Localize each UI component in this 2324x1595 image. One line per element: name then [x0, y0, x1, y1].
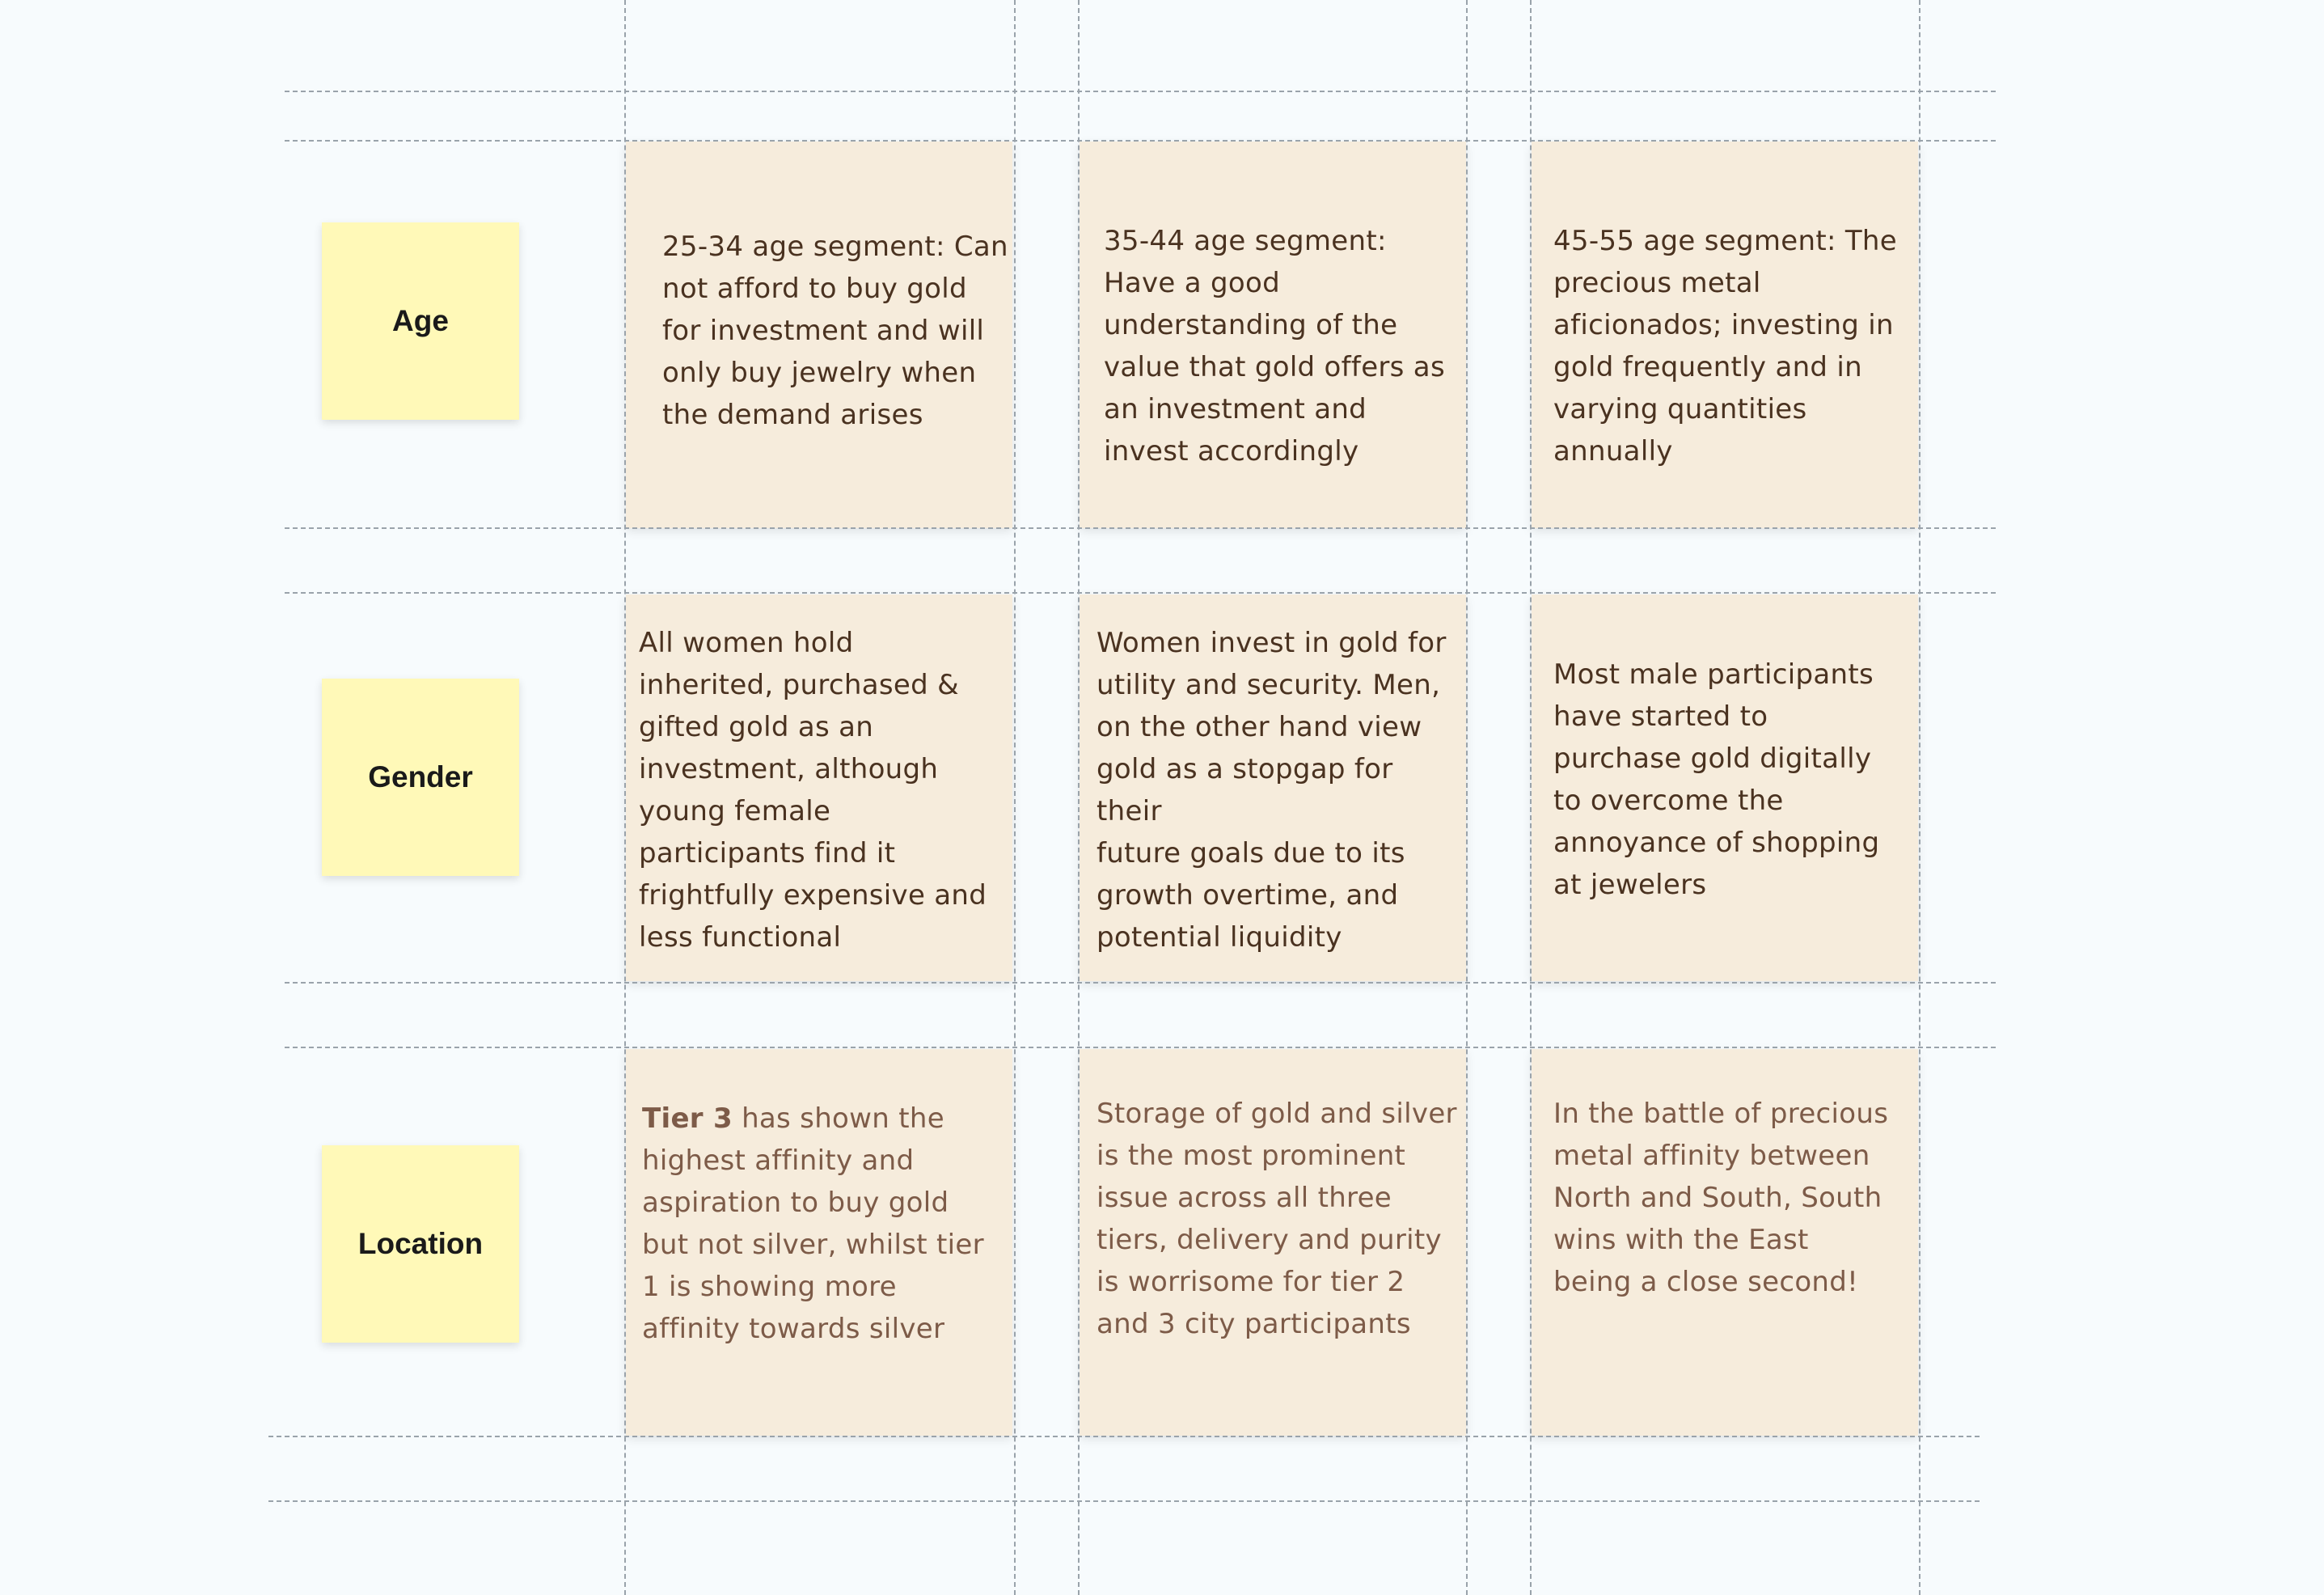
sticky-note-location-3[interactable]: [1532, 1049, 1918, 1436]
guide-line: [268, 1500, 1980, 1502]
note-text: Women invest in gold for utility and security. Men, on the other hand view gold as a stopgap for their future goals due to its growth overtime, and potential liquidity: [1097, 627, 1447, 954]
guide-line: [285, 1047, 1996, 1048]
guide-line: [1530, 0, 1532, 1595]
guide-line: [624, 0, 626, 1595]
note-text: Storage of gold and silver is the most prominent issue across all three tiers, delivery and purity is worrisome for tier 2 and 3 city participants: [1097, 1098, 1457, 1340]
sticky-note-age-2[interactable]: [1080, 142, 1466, 528]
row-label-text: Age: [392, 304, 449, 337]
note-text-rest: has shown the highest affinity and aspiration to buy gold but not silver, whilst tier 1 is showing more affinity towards silver: [642, 1102, 984, 1345]
note-text: 35-44 age segment: Have a good understanding of the value that gold offers as an investment and invest accordingly: [1104, 225, 1445, 468]
sticky-note-location-2[interactable]: [1080, 1049, 1466, 1436]
row-label-age[interactable]: [322, 222, 519, 420]
sticky-note-gender-2[interactable]: [1080, 594, 1466, 981]
guide-line: [285, 91, 1996, 92]
note-text: 45-55 age segment: The precious metal aficionados; investing in gold frequently and in varying quantities annually: [1553, 225, 1897, 468]
sticky-note-age-1[interactable]: [626, 142, 1012, 528]
guide-line: [285, 527, 1996, 529]
note-text: 25-34 age segment: Can not afford to buy gold for investment and will only buy jewelry when the demand arises: [662, 231, 1008, 431]
row-label-location[interactable]: [322, 1145, 519, 1343]
guide-line: [1014, 0, 1016, 1595]
guide-line: [1078, 0, 1080, 1595]
note-text-emphasis: Tier 3: [642, 1102, 733, 1135]
guide-line: [285, 140, 1996, 142]
sticky-note-age-3[interactable]: [1532, 142, 1918, 528]
sticky-note-gender-1[interactable]: [626, 594, 1012, 981]
sticky-note-gender-3[interactable]: [1532, 594, 1918, 981]
guide-line: [1466, 0, 1468, 1595]
guide-line: [1919, 0, 1920, 1595]
note-text: In the battle of precious metal affinity between North and South, South wins with the East being a close second!: [1553, 1098, 1889, 1298]
sticky-note-location-1[interactable]: [626, 1049, 1012, 1436]
note-text: [642, 1098, 984, 1350]
guide-line: [285, 592, 1996, 594]
guide-line: [285, 982, 1996, 984]
row-label-gender[interactable]: [322, 679, 519, 876]
row-label-text: Location: [357, 1227, 484, 1260]
guide-line: [268, 1436, 1980, 1437]
note-text: Most male participants have started to purchase gold digitally to overcome the annoyance of shopping at jewelers: [1553, 658, 1880, 901]
note-text: All women hold inherited, purchased & gifted gold as an investment, although young female participants find it frightfully expensive and less functional: [639, 627, 987, 954]
row-label-text: Gender: [368, 760, 473, 793]
